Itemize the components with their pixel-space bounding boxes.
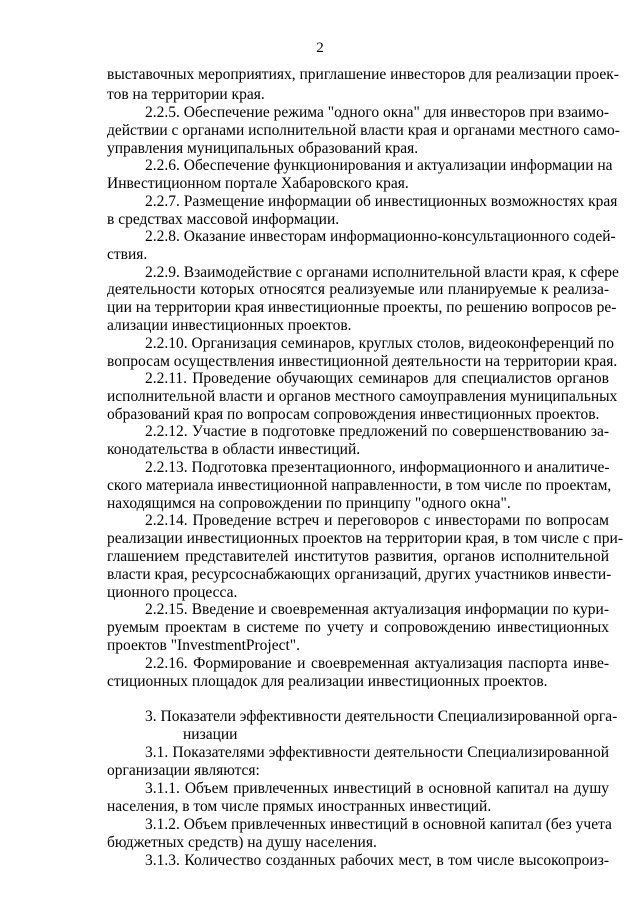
text-line: 2.2.12. Участие в подготовке предложений по совершенствованию за- <box>145 423 609 440</box>
text-line: 2.2.15. Введение и своевременная актуализация информации по кури- <box>145 601 609 618</box>
text-line: в средствах массовой информации. <box>107 211 340 228</box>
text-line: власти края, ресурсоснабжающих организаций, других участников инвести- <box>107 566 612 583</box>
text-line: 2.2.9. Взаимодействие с органами исполнительной власти края, к сфере <box>145 264 619 281</box>
text-line: находящимся на сопровождении по принципу "одного окна". <box>107 495 511 512</box>
text-line: 2.2.6. Обеспечение функционирования и актуализации информации на <box>145 157 613 174</box>
text-line: 3.1.1. Объем привлеченных инвестиций в основной капитал на душу <box>145 780 609 797</box>
text-line: ализации инвестиционных проектов. <box>107 317 352 334</box>
text-line: конодательства в области инвестиций. <box>107 441 361 458</box>
text-line: тов на территории края. <box>107 86 265 103</box>
section-heading-continuation: низации <box>183 726 238 743</box>
page-number: 2 <box>316 40 324 56</box>
text-line: 3.1. Показателями эффективности деятельности Специализированной <box>145 744 609 761</box>
text-line: 3.1.2. Объем привлеченных инвестиций в основной капитал (без учета <box>145 816 612 833</box>
text-line: 2.2.10. Организация семинаров, круглых столов, видеоконференций по <box>145 335 614 352</box>
text-line: 3.1.3. Количество созданных рабочих мест, в том числе высокопроиз- <box>145 852 609 869</box>
text-line: 2.2.7. Размещение информации об инвестиционных возможностях края <box>145 193 618 210</box>
text-line: реализации инвестиционных проектов на территории края, в том числе с при- <box>107 530 624 547</box>
text-line: проектов "InvestmentProject". <box>107 637 301 654</box>
text-line: вопросам осуществления инвестиционной деятельности на территории края. <box>107 353 618 370</box>
text-line: стиционных площадок для реализации инвестиционных проектов. <box>107 673 548 690</box>
text-line: исполнительной власти и органов местного самоуправления муниципальных <box>107 388 618 405</box>
text-line: ского материала инвестиционной направленности, в том числе по проектам, <box>107 477 612 494</box>
text-line: управления муниципальных образований края. <box>107 140 419 157</box>
text-line: 2.2.14. Проведение встреч и переговоров с инвесторами по вопросам <box>145 512 609 529</box>
text-line: ции на территории края инвестиционные проекты, по решению вопросов ре- <box>107 299 617 316</box>
text-line: бюджетных средств) на душу населения. <box>107 834 377 851</box>
text-line: ционного процесса. <box>107 584 238 601</box>
text-line: 2.2.5. Обеспечение режима "одного окна" для инвесторов при взаимо- <box>145 104 609 121</box>
text-line: организации являются: <box>107 762 260 779</box>
text-line: образований края по вопросам сопровождения инвестиционных проектов. <box>107 406 600 423</box>
text-line: ствия. <box>107 246 148 263</box>
text-line: деятельности которых относятся реализуемые или планируемые к реализа- <box>107 281 609 298</box>
text-line: населения, в том числе прямых иностранных инвестиций. <box>107 798 492 815</box>
text-line: выставочных мероприятиях, приглашение инвесторов для реализации проек- <box>107 66 619 83</box>
text-line: 2.2.8. Оказание инвесторам информационно-консультационного содей- <box>145 228 616 245</box>
text-line: руемым проектам в системе по учету и сопровождению инвестиционных <box>107 619 609 636</box>
text-line: 2.2.11. Проведение обучающих семинаров для специалистов органов <box>145 370 609 387</box>
text-line: Инвестиционном портале Хабаровского края. <box>107 175 409 192</box>
text-line: действии с органами исполнительной власти края и органами местного само- <box>107 122 620 139</box>
text-line: глашением представителей институтов развития, органов исполнительной <box>107 548 609 565</box>
text-line: 2.2.13. Подготовка презентационного, информационного и аналитиче- <box>145 459 610 476</box>
text-line: 2.2.16. Формирование и своевременная актуализация паспорта инве- <box>145 655 609 672</box>
section-heading: 3. Показатели эффективности деятельности Специализированной орга- <box>145 708 618 725</box>
